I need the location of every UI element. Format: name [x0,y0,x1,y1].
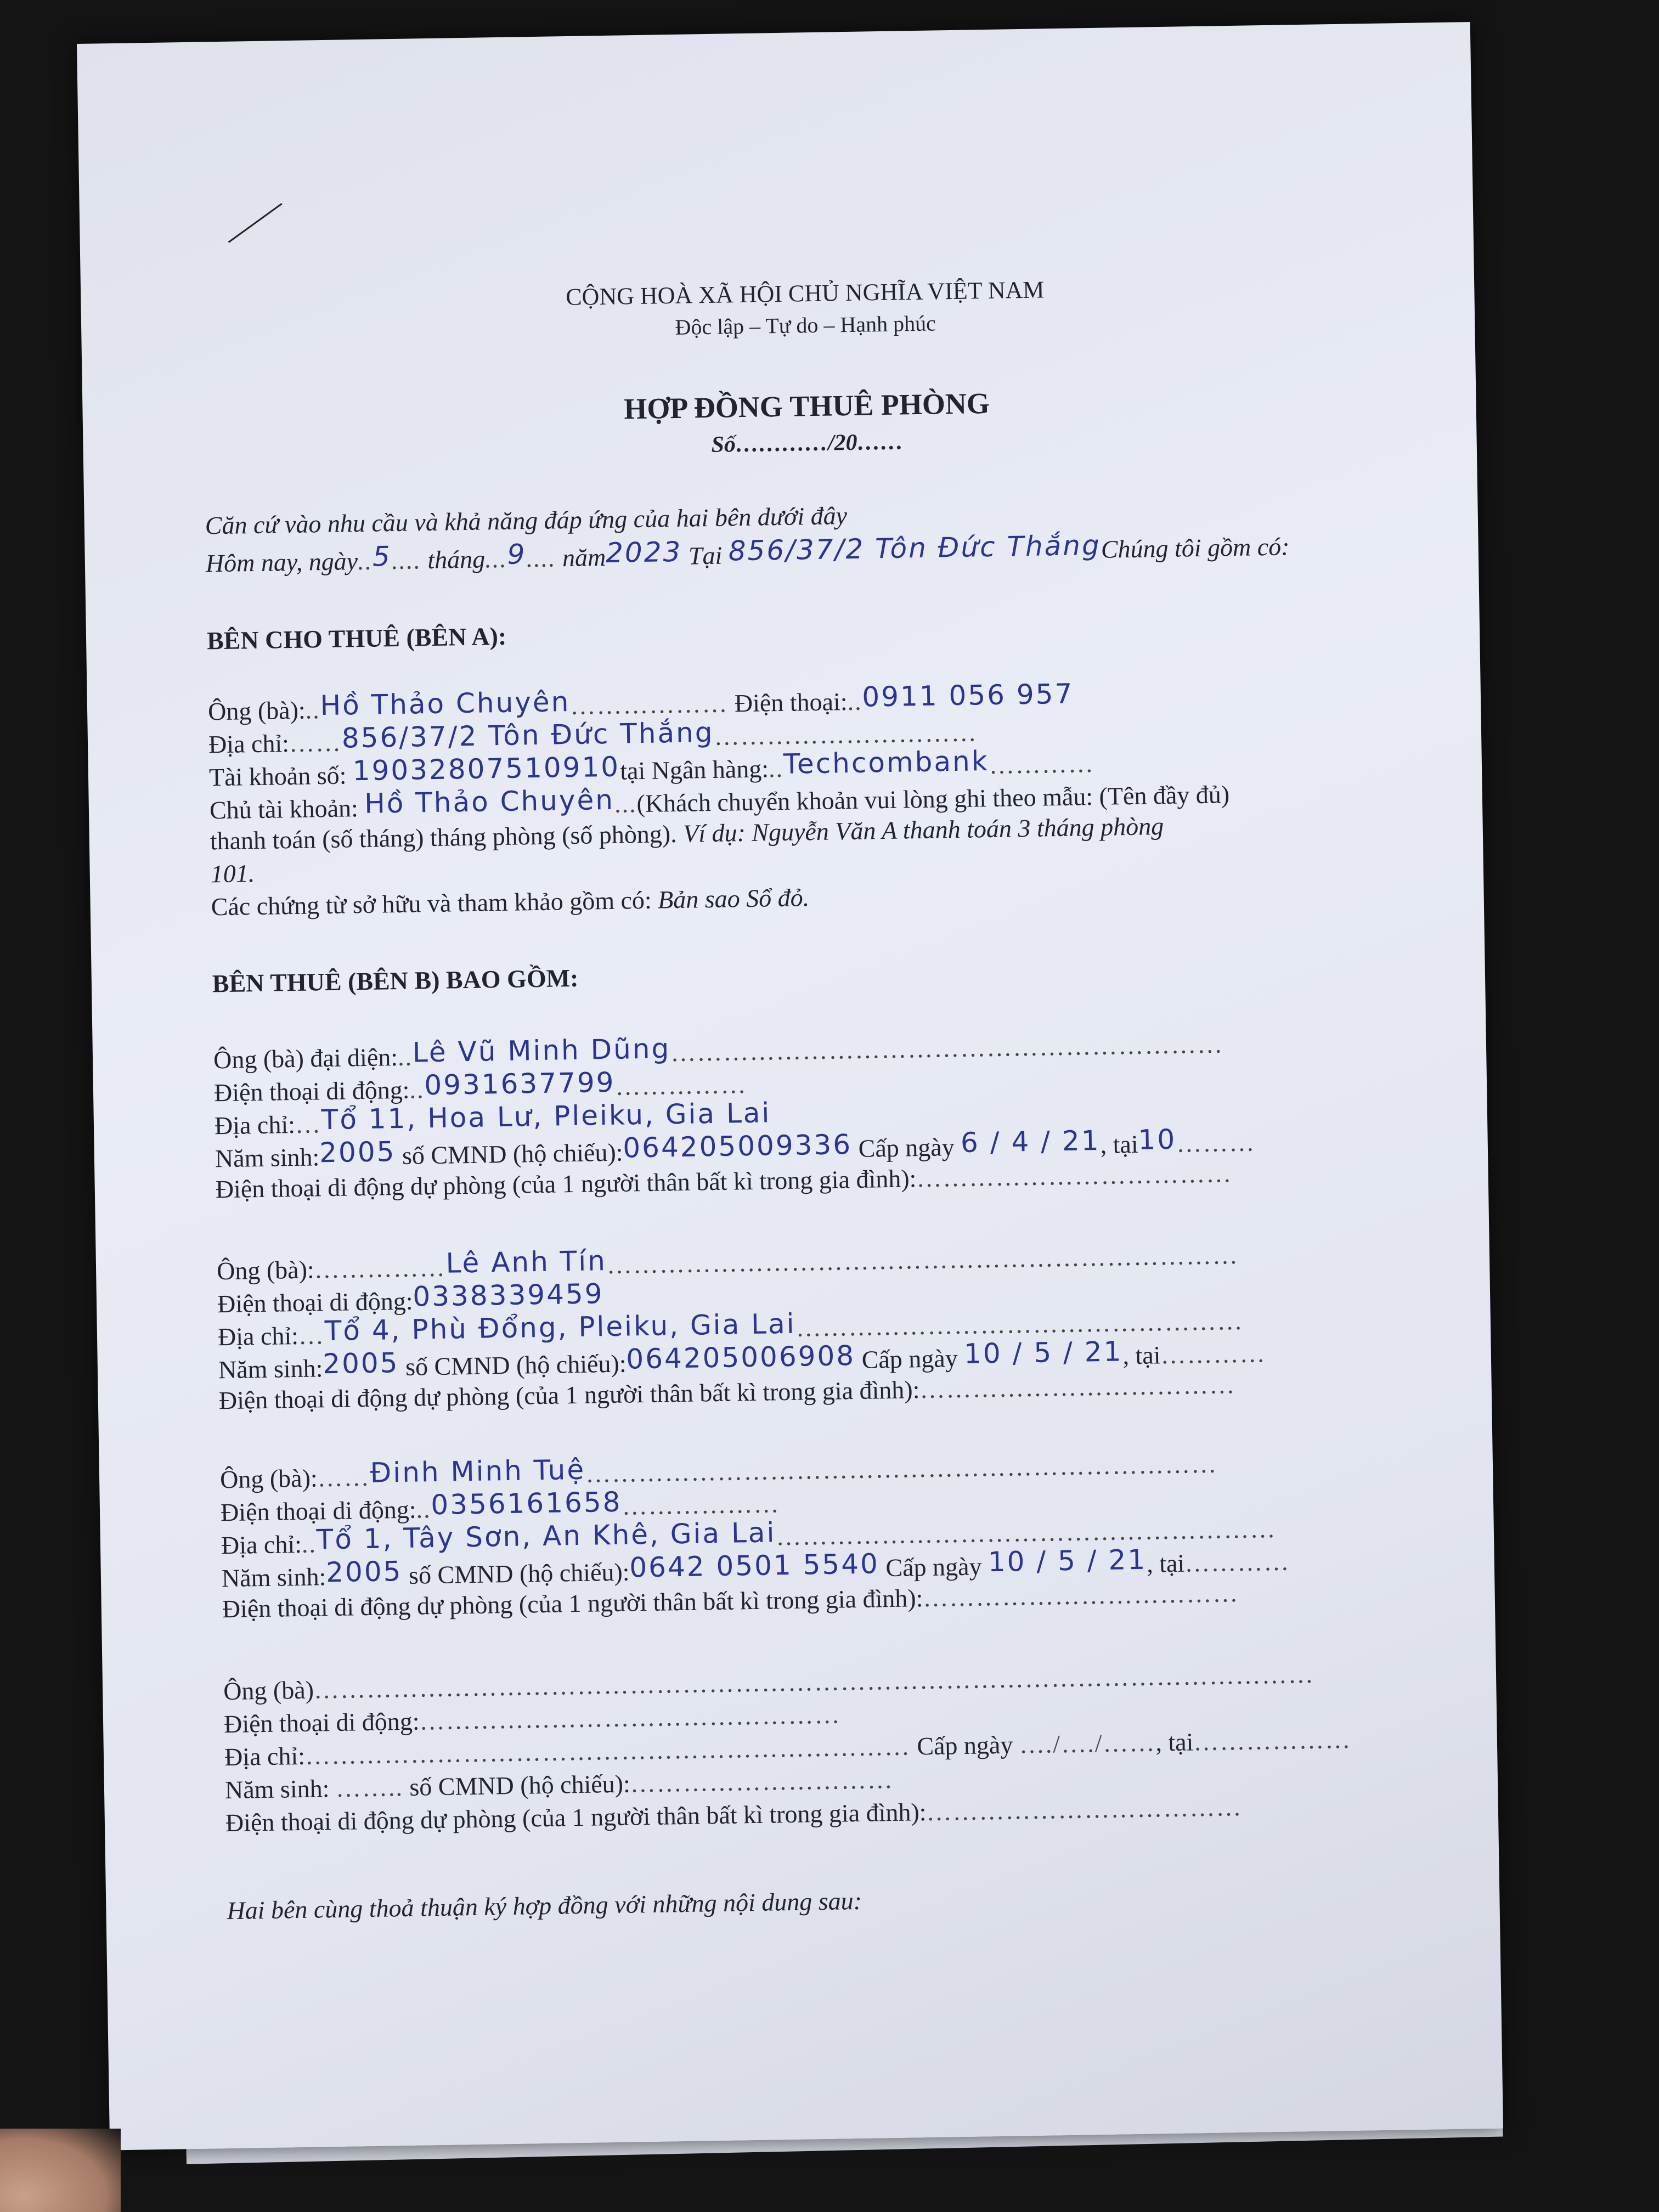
birth-label: Năm sinh: [221,1562,326,1593]
name-label: Ông (bà) [223,1675,314,1706]
mobile-label: Điện thoại di động: [213,1075,410,1107]
person-1-backup-line: Điện thoại di động dự phòng (của 1 người thân bất kì trong gia đình):……………………………… [215,1159,1233,1204]
person-3-address-line: Địa chỉ:..Tổ 1, Tây Sơn, An Khê, Gia Lai………………………………………………… [221,1514,1277,1560]
finger-thumb [0,2129,121,2212]
party-a-holder: Hồ Thảo Chuyên [364,783,615,820]
contract-title: HỢP ĐỒNG THUÊ PHÒNG [623,386,990,426]
address-label: Địa chỉ: [224,1741,306,1771]
person-1-address-line: Địa chỉ:…Tổ 11, Hoa Lư, Pleiku, Gia Lai [214,1097,771,1140]
party-b-heading: BÊN THUÊ (BÊN B) BAO GỒM: [212,963,579,998]
person-2-name: Lê Anh Tín [445,1245,607,1279]
mobile-label: Điện thoại di động: [220,1495,416,1527]
backup-label: Điện thoại di động dự phòng (của 1 người thân bất kì trong gia đình): [222,1584,923,1623]
docs-line [211,883,809,921]
today-label: Hôm nay, ngày [205,547,358,578]
person-4-id-line: Năm sinh: …….. số CMND (hộ chiếu):………………………… [224,1765,894,1804]
issued-label: Cấp ngày [916,1730,1013,1760]
person-4-birth: …….. [335,1773,404,1802]
person-2-birth: 2005 [322,1347,399,1380]
party-a-address-line: Địa chỉ:……856/37/2 Tôn Đức Thắng………………………… [208,716,978,759]
person-2-id: 064205006908 [625,1340,856,1375]
party-a-account: 19032807510910 [352,751,620,787]
id-label: số CMND (hộ chiếu): [409,1769,631,1801]
person-1-name-line: Ông (bà) đại diện:..Lê Vũ Minh Dũng……………………………………………………… [213,1030,1224,1074]
party-a-bank: Techcombank [783,745,990,780]
backup-label: Điện thoại di động dự phòng (của 1 người thân bất kì trong gia đình): [218,1375,920,1415]
birth-label: Năm sinh: [224,1774,330,1804]
person-3-phone-line: Điện thoại di động:..0356161658……………… [220,1486,780,1527]
name-label: Ông (bà): [219,1464,318,1494]
address-label: Địa chỉ: [214,1110,296,1140]
at-label: , tại [1100,1130,1139,1159]
person-1-address: Tổ 11, Hoa Lư, Pleiku, Gia Lai [321,1097,771,1136]
issued-label: Cấp ngày [861,1344,958,1374]
person-2-id-line: Năm sinh:2005 số CMND (hộ chiếu):064205006908 Cấp ngày 10 / 5 / 21, tại………… [218,1335,1266,1384]
party-a-phone: 0911 056 957 [861,678,1074,713]
person-1-place: 10 [1138,1123,1177,1156]
docs-label: Các chứng từ sở hữu và tham khảo gồm có: [211,885,652,921]
holder-label: Chủ tài khoản: [209,794,359,825]
issued-label: Cấp ngày [858,1133,955,1163]
month-label: tháng [427,545,486,574]
person-2-name-line: Ông (bà):……………Lê Anh Tín……………………………………………………………… [216,1241,1239,1285]
place-label: Tại [688,541,723,570]
person-1-name: Lê Vũ Minh Dũng [412,1032,671,1069]
person-3-id-line: Năm sinh:2005 số CMND (hộ chiếu):0642 0501 5540 Cấp ngày 10 / 5 / 21, tại………… [221,1543,1290,1593]
basis-text: Căn cứ vào nhu cầu và khả năng đáp ứng của hai bên dưới đây [205,501,848,540]
payment-instruction: thanh toán (số tháng) tháng phòng (số phòng). [210,820,678,855]
person-3-backup-line: Điện thoại di động dự phòng (của 1 người thân bất kì trong gia đình):……………………………… [222,1579,1239,1623]
account-label: Tài khoản số: [208,761,347,792]
birth-label: Năm sinh: [218,1354,323,1384]
name-label: Ông (bà): [207,696,306,726]
person-2-address: Tổ 4, Phù Đổng, Pleiku, Gia Lai [324,1307,796,1347]
person-3-issued: 10 / 5 / 21 [988,1543,1147,1578]
country-header: CỘNG HOÀ XÃ HỘI CHỦ NGHĨA VIỆT NAM [565,276,1045,311]
at-label: , tại [1155,1728,1194,1757]
closing-text: Hai bên cùng thoả thuận ký hợp đồng với những nội dung sau: [227,1886,862,1925]
day-value: 5 [372,540,392,573]
party-a-name-line: Ông (bà):..Hồ Thảo Chuyên……………… Điện thoại:..0911 056 957 [207,678,1074,726]
holder-note: (Khách chuyển khoản vui lòng ghi theo mẫu: (Tên đầy đủ) [636,780,1230,818]
month-value: 9 [507,538,527,571]
person-4-address-line: Địa chỉ:…………………………………………………………… Cấp ngày …./…./……, tại……………… [224,1725,1352,1771]
person-1-phone: 0931637799 [424,1066,616,1102]
address-label: Địa chỉ: [208,729,290,759]
payment-example: Ví dụ: Nguyễn Văn A thanh toán 3 tháng phòng [682,812,1164,848]
mobile-label: Điện thoại di động: [217,1286,413,1318]
person-3-name: Đinh Minh Tuệ [370,1453,586,1489]
person-1-birth: 2005 [319,1136,396,1169]
person-2-issued: 10 / 5 / 21 [963,1335,1123,1370]
address-label: Địa chỉ: [217,1321,299,1351]
id-label: số CMND (hộ chiếu): [408,1558,630,1589]
person-3-phone: 0356161658 [430,1486,622,1521]
motto: Độc lập – Tự do – Hạnh phúc [675,311,936,340]
place-value: 856/37/2 Tôn Đức Thắng [728,529,1102,567]
person-4-phone-line: Điện thoại di động:………………………………………… [223,1700,841,1739]
person-4-backup-line: Điện thoại di động dự phòng (của 1 người thân bất kì trong gia đình):……………………………… [225,1793,1243,1837]
person-2-address-line: Địa chỉ:…Tổ 4, Phù Đổng, Pleiku, Gia Lai…………………………………………… [217,1306,1244,1351]
person-2-phone: 0338339459 [412,1278,604,1313]
party-a-address: 856/37/2 Tôn Đức Thắng [341,716,714,754]
year-label: năm [562,543,606,572]
year-value: 2023 [605,535,682,569]
person-1-phone-line: Điện thoại di động:..0931637799…………… [213,1066,747,1107]
person-2-backup-line: Điện thoại di động dự phòng (của 1 người thân bất kì trong gia đình):……………………………… [218,1370,1236,1415]
backup-label: Điện thoại di động dự phòng (của 1 người thân bất kì trong gia đình): [225,1798,927,1837]
payment-example-cont: 101. [210,859,255,888]
id-label: số CMND (hộ chiếu): [402,1138,623,1170]
party-a-heading: BÊN CHO THUÊ (BÊN A): [206,622,507,655]
contract-number: Số…………/20…… [711,429,904,458]
contract-page [77,22,1503,2150]
person-3-birth: 2005 [325,1555,403,1589]
staple-mark [228,203,283,243]
phone-label: Điện thoại: [734,687,848,718]
birth-label: Năm sinh: [215,1143,320,1173]
party-a-name: Hồ Thảo Chuyên [320,686,571,722]
rep-label: Ông (bà) đại diện: [213,1043,398,1074]
person-3-address: Tổ 1, Tây Sơn, An Khê, Gia Lai [316,1516,776,1556]
docs-value: Bản sao Sổ đỏ. [657,883,810,914]
intro-suffix: Chúng tôi gồm có: [1101,532,1290,563]
issued-label: Cấp ngày [885,1552,982,1582]
id-label: số CMND (hộ chiếu): [405,1349,627,1381]
at-label: , tại [1122,1341,1161,1370]
name-label: Ông (bà): [216,1255,315,1285]
date-line: Hôm nay, ngày..5.... tháng...9.... năm2023 Tại 856/37/2 Tôn Đức ThắngChúng tôi gồm có: [205,529,1290,578]
address-label: Địa chỉ: [221,1530,302,1560]
at-label: , tại [1146,1549,1185,1578]
person-4-name-line: Ông (bà)…………………………………………………………………………………………………… [223,1660,1315,1706]
party-a-account-line: Tài khoản số: 19032807510910tại Ngân hàng:..Techcombank………… [208,745,1095,792]
person-1-id-line: Năm sinh:2005 số CMND (hộ chiếu):064205009336 Cấp ngày 6 / 4 / 21, tại10……… [215,1123,1256,1173]
mobile-label: Điện thoại di động: [223,1707,420,1739]
backup-label: Điện thoại di động dự phòng (của 1 người thân bất kì trong gia đình): [215,1164,917,1204]
person-3-id: 0642 0501 5540 [629,1548,880,1584]
contract-content [201,232,1408,1925]
bank-label: tại Ngân hàng: [619,754,769,785]
person-1-id: 064205009336 [622,1128,853,1164]
person-4-issued: …./…./…… [1019,1728,1156,1759]
party-a-holder-line: Chủ tài khoản: Hồ Thảo Chuyên...(Khách chuyển khoản vui lòng ghi theo mẫu: (Tên đầy đủ) [209,780,1230,825]
person-3-name-line: Ông (bà):……Đinh Minh Tuệ……………………………………………………………… [219,1449,1218,1494]
person-1-issued: 6 / 4 / 21 [960,1124,1101,1159]
